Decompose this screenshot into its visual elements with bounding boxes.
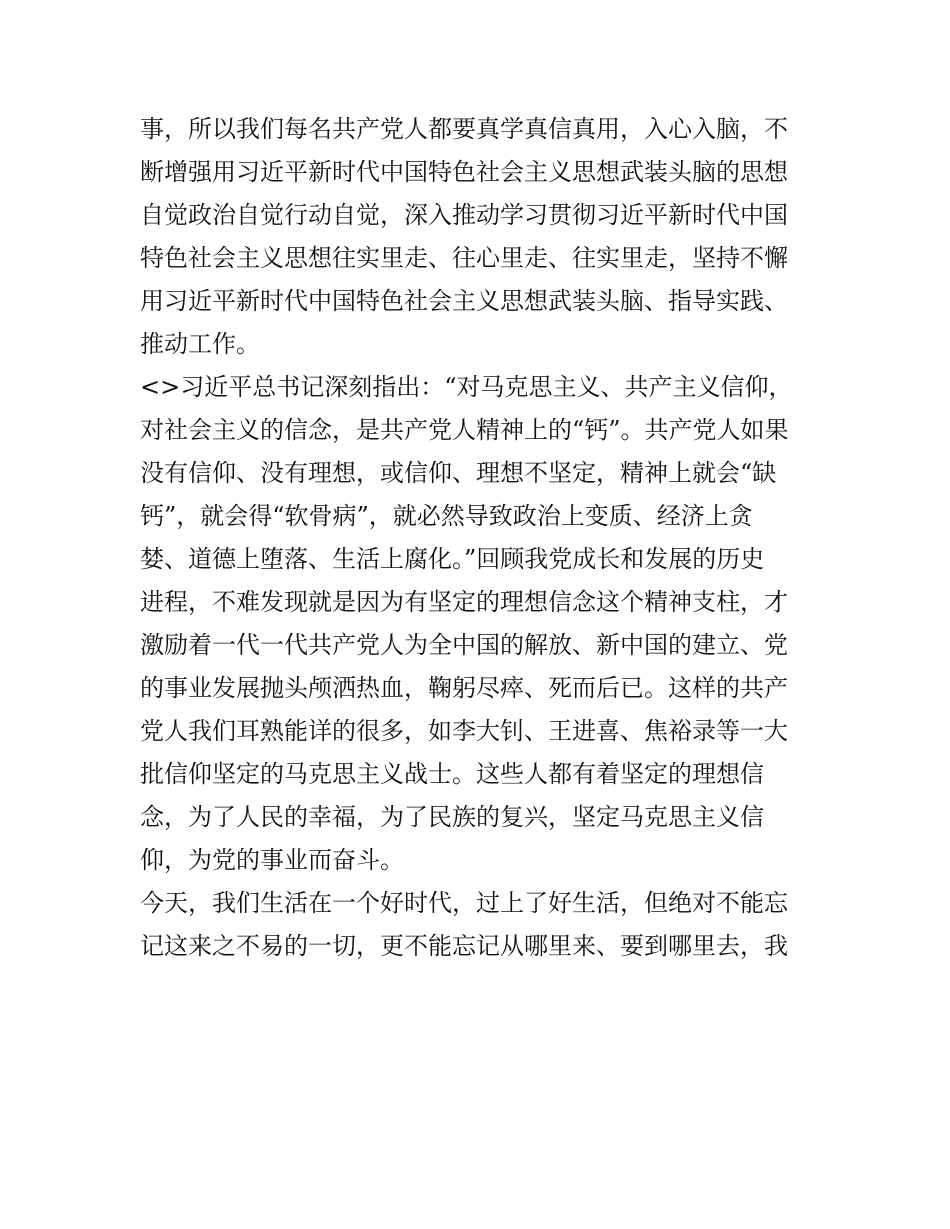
text-line: 推动工作。 bbox=[140, 330, 260, 358]
text-line: <>习近平总书记深刻指出：“对马克思主义、共产主义信仰， bbox=[140, 373, 793, 401]
text-line: 自觉政治自觉行动自觉，深入推动学习贯彻习近平新时代中国 bbox=[140, 201, 788, 229]
text-line: 今天，我们生活在一个好时代，过上了好生活，但绝对不能忘 bbox=[140, 889, 788, 917]
paragraph-1 bbox=[140, 108, 820, 366]
text-line: 钙”，就会得“软骨病”，就必然导致政治上变质、经济上贪 bbox=[140, 502, 753, 530]
text-line: 对社会主义的信念，是共产党人精神上的“钙”。共产党人如果 bbox=[140, 416, 789, 444]
text-line: 念，为了人民的幸福，为了民族的复兴，坚定马克思主义信 bbox=[140, 803, 764, 831]
paragraph-2 bbox=[140, 366, 820, 882]
text-line: 用习近平新时代中国特色社会主义思想武装头脑、指导实践、 bbox=[140, 287, 788, 315]
text-line: 断增强用习近平新时代中国特色社会主义思想武装头脑的思想 bbox=[140, 158, 788, 186]
text-line: 记这来之不易的一切，更不能忘记从哪里来、要到哪里去，我 bbox=[140, 932, 788, 960]
text-line: 激励着一代一代共产党人为全中国的解放、新中国的建立、党 bbox=[140, 631, 788, 659]
text-line: 批信仰坚定的马克思主义战士。这些人都有着坚定的理想信 bbox=[140, 760, 764, 788]
text-line: 党人我们耳熟能详的很多，如李大钊、王进喜、焦裕录等一大 bbox=[140, 717, 788, 745]
text-line: 特色社会主义思想往实里走、往心里走、往实里走，坚持不懈 bbox=[140, 244, 788, 272]
text-line: 的事业发展抛头颅洒热血，鞠躬尽瘁、死而后已。这样的共产 bbox=[140, 674, 788, 702]
text-line: 事，所以我们每名共产党人都要真学真信真用，入心入脑，不 bbox=[140, 115, 788, 143]
document-body bbox=[140, 108, 820, 968]
text-line: 仰，为党的事业而奋斗。 bbox=[140, 846, 404, 874]
paragraph-3 bbox=[140, 882, 820, 968]
text-line: 婪、道德上堕落、生活上腐化。”回顾我党成长和发展的历史 bbox=[140, 545, 765, 573]
text-line: 没有信仰、没有理想，或信仰、理想不坚定，精神上就会“缺 bbox=[140, 459, 777, 487]
text-line: 进程，不难发现就是因为有坚定的理想信念这个精神支柱，才 bbox=[140, 588, 788, 616]
